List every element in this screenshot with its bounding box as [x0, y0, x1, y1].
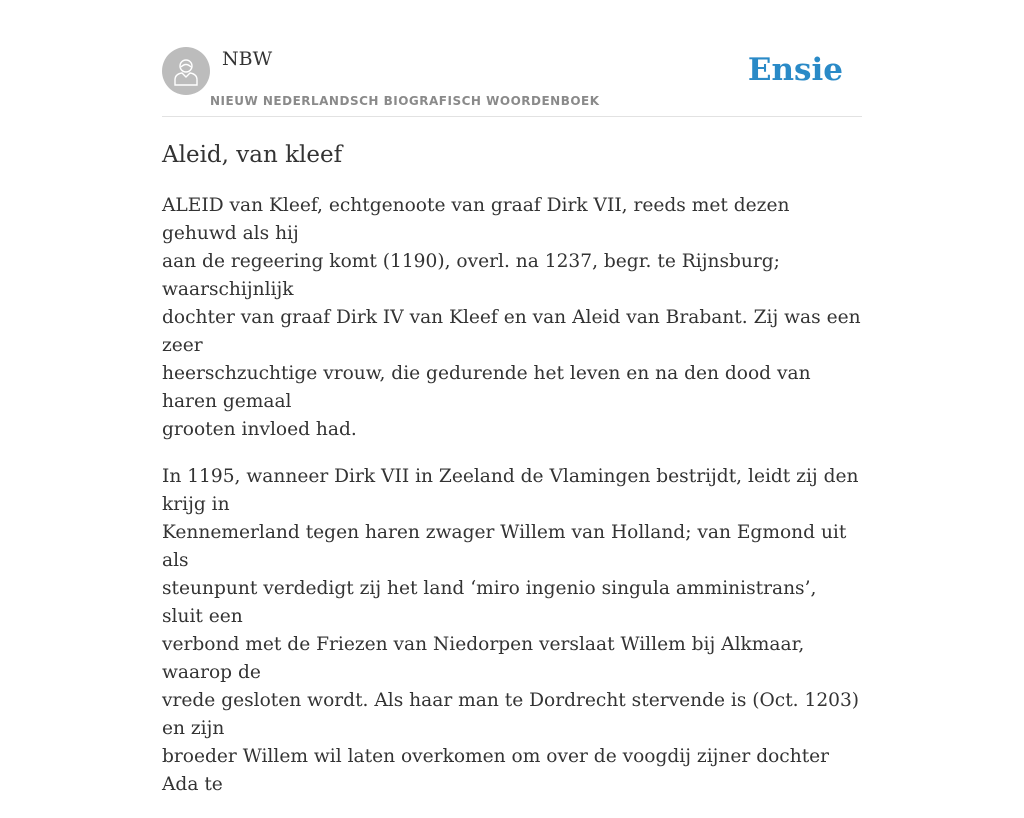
text-line: aan de regeering komt (1190), overl. na 1237, begr. te Rijnsburg; waarschijnlijk — [162, 251, 780, 300]
source-name[interactable]: NBW — [222, 48, 273, 70]
text-line: heerschzuchtige vrouw, die gedurende het leven en na den dood van haren gemaal — [162, 363, 811, 412]
text-line: broeder Willem wil laten overkomen om over de voogdij zijner dochter Ada te — [162, 746, 830, 795]
article-body — [162, 192, 862, 818]
article-paragraph — [162, 192, 862, 444]
text-line: verbond met de Friezen van Niedorpen verslaat Willem bij Alkmaar, waarop de — [162, 634, 805, 683]
text-line: ALEID van Kleef, echtgenoote van graaf Dirk VII, reeds met dezen gehuwd als hij — [162, 195, 790, 244]
text-line: grooten invloed had. — [162, 419, 357, 440]
text-line: dochter van graaf Dirk IV van Kleef en van Aleid van Brabant. Zij was een zeer — [162, 307, 861, 356]
article-title: Aleid, van kleef — [162, 142, 343, 168]
article-paragraph — [162, 463, 862, 799]
source-full-name: NIEUW NEDERLANDSCH BIOGRAFISCH WOORDENBOEK — [210, 94, 600, 108]
source-avatar[interactable] — [162, 47, 210, 95]
brand-logo[interactable]: Ensie — [747, 52, 843, 88]
site-header — [162, 0, 862, 117]
text-line: Kennemerland tegen haren zwager Willem van Holland; van Egmond uit als — [162, 522, 847, 571]
person-icon — [172, 56, 200, 86]
text-line: vrede gesloten wordt. Als haar man te Dordrecht stervende is (Oct. 1203) en zijn — [162, 690, 860, 739]
text-line: In 1195, wanneer Dirk VII in Zeeland de Vlamingen bestrijdt, leidt zij den krijg in — [162, 466, 859, 515]
text-line: steunpunt verdedigt zij het land ‘miro ingenio singula amministrans’, sluit een — [162, 578, 817, 627]
